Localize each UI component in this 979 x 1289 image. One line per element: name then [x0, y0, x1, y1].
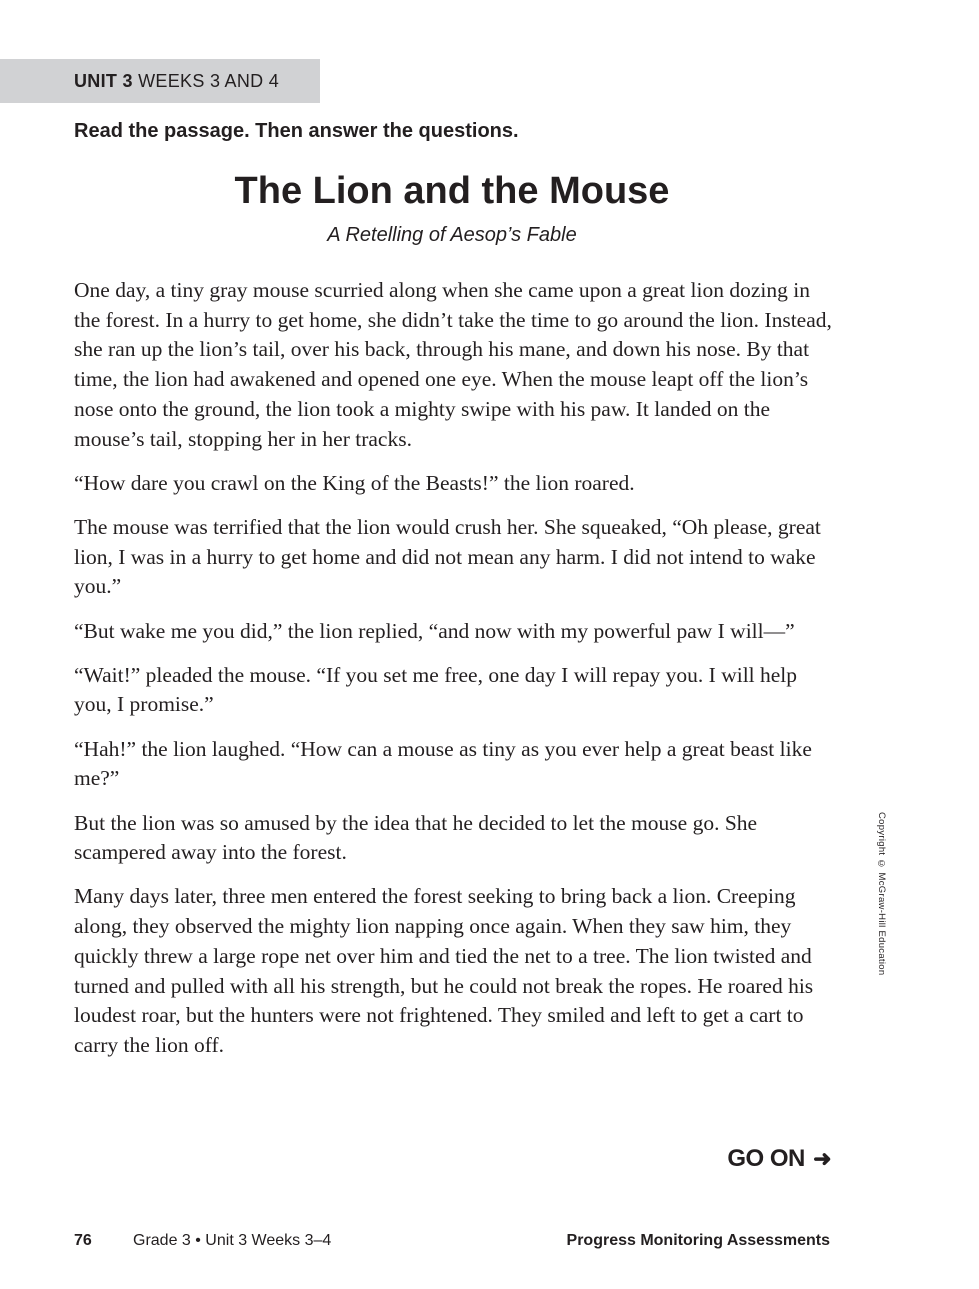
story-title: The Lion and the Mouse: [234, 170, 670, 212]
arrow-right-icon: ➜: [813, 1146, 831, 1171]
copyright-notice: Copyright © McGraw-Hill Education: [876, 812, 887, 976]
passage-paragraph: “How dare you crawl on the King of the Beasts!” the lion roared.: [74, 470, 635, 495]
weeks-label: WEEKS 3 AND 4: [138, 71, 280, 91]
passage-paragraph: One day, a tiny gray mouse scurried along when she came upon a great lion dozing in the forest. In a hurry to get home, she didn’t take the time to go around the lion. Instead, she ran up the lion’s tail, over his back, through his mane, and down his nose. By that time, the lion had awakened and opened one eye. When the mouse leapt off the lion’s nose onto the ground, the lion took a mighty swipe with his paw. It landed on the mouse’s tail, stopping her in her tracks.: [74, 278, 832, 451]
instructions: Read the passage. Then answer the questions.: [74, 120, 519, 142]
passage-paragraph: Many days later, three men entered the forest seeking to bring back a lion. Creeping along, they observed the mighty lion napping once again. When they saw him, they quickly threw a large rope net over him and tied the net to a tree. The lion twisted and turned and pulled with all his strength, but he could not break the ropes. He roared his loudest roar, but the hunters were not frightened. They smiled and left to get a cart to carry the lion off.: [74, 884, 814, 1057]
unit-header-tab: [0, 59, 320, 103]
passage-paragraph: “Wait!” pleaded the mouse. “If you set me free, one day I will repay you. I will help you, I promise.”: [74, 662, 798, 717]
go-on-indicator: [727, 1145, 831, 1173]
passage-paragraph: The mouse was terrified that the lion would crush her. She squeaked, “Oh please, great lion, I was in a hurry to get home and did not mean any harm. I did not intend to wake you.”: [74, 514, 821, 599]
story-subtitle: A Retelling of Aesop’s Fable: [327, 224, 577, 246]
passage-paragraph: But the lion was so amused by the idea that he decided to let the mouse go. She scampered away into the forest.: [74, 810, 758, 865]
passage-paragraph: “Hah!” the lion laughed. “How can a mouse as tiny as you ever help a great beast like me?”: [74, 736, 812, 791]
passage: [74, 276, 834, 1075]
passage-paragraph: “But wake me you did,” the lion replied, “and now with my powerful paw I will—”: [74, 618, 795, 643]
assessment-title: Progress Monitoring Assessments: [566, 1232, 830, 1249]
page-number: 76: [74, 1232, 92, 1249]
go-on-label: GO ON: [727, 1145, 805, 1172]
unit-label: UNIT 3: [74, 71, 133, 91]
grade-info: Grade 3 • Unit 3 Weeks 3–4: [133, 1232, 332, 1249]
